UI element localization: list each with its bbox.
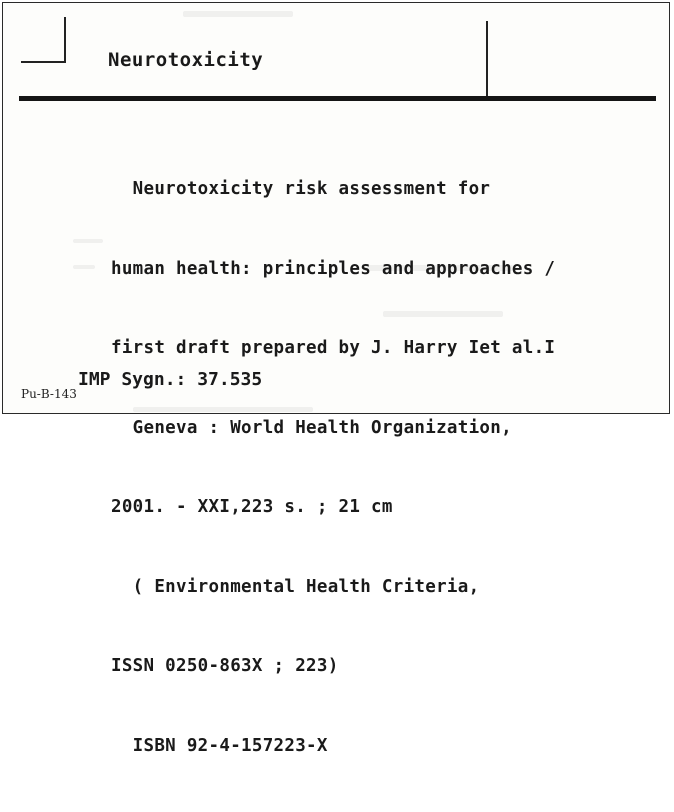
corner-mark-vertical: [64, 17, 66, 63]
bibliographic-entry: [111, 123, 555, 812]
entry-line: ISSN 0250-863X ; 223): [111, 656, 339, 676]
catalog-card: [2, 2, 670, 756]
entry-line: Geneva : World Health Organization,: [111, 417, 512, 438]
shelf-mark: Pu-B-143: [21, 387, 77, 401]
column-divider: [486, 21, 488, 97]
entry-line: Neurotoxicity risk assessment for: [111, 179, 491, 199]
entry-line: ( Environmental Health Criteria,: [111, 576, 480, 597]
corner-mark-horizontal: [21, 61, 65, 63]
bleed-through-mark: [73, 239, 103, 243]
bleed-through-mark: [183, 11, 293, 17]
entry-line: first draft prepared by J. Harry Iet al.I: [111, 338, 556, 358]
bleed-through-mark: [73, 265, 95, 269]
call-number: IMP Sygn.: 37.535: [78, 369, 263, 390]
entry-line: human health: principles and approaches /: [111, 258, 556, 279]
subject-heading: Neurotoxicity: [108, 49, 264, 71]
entry-line: 2001. - XXI,223 s. ; 21 cm: [111, 497, 393, 517]
entry-line: ISBN 92-4-157223-X: [111, 735, 328, 756]
heading-rule: [19, 96, 656, 101]
